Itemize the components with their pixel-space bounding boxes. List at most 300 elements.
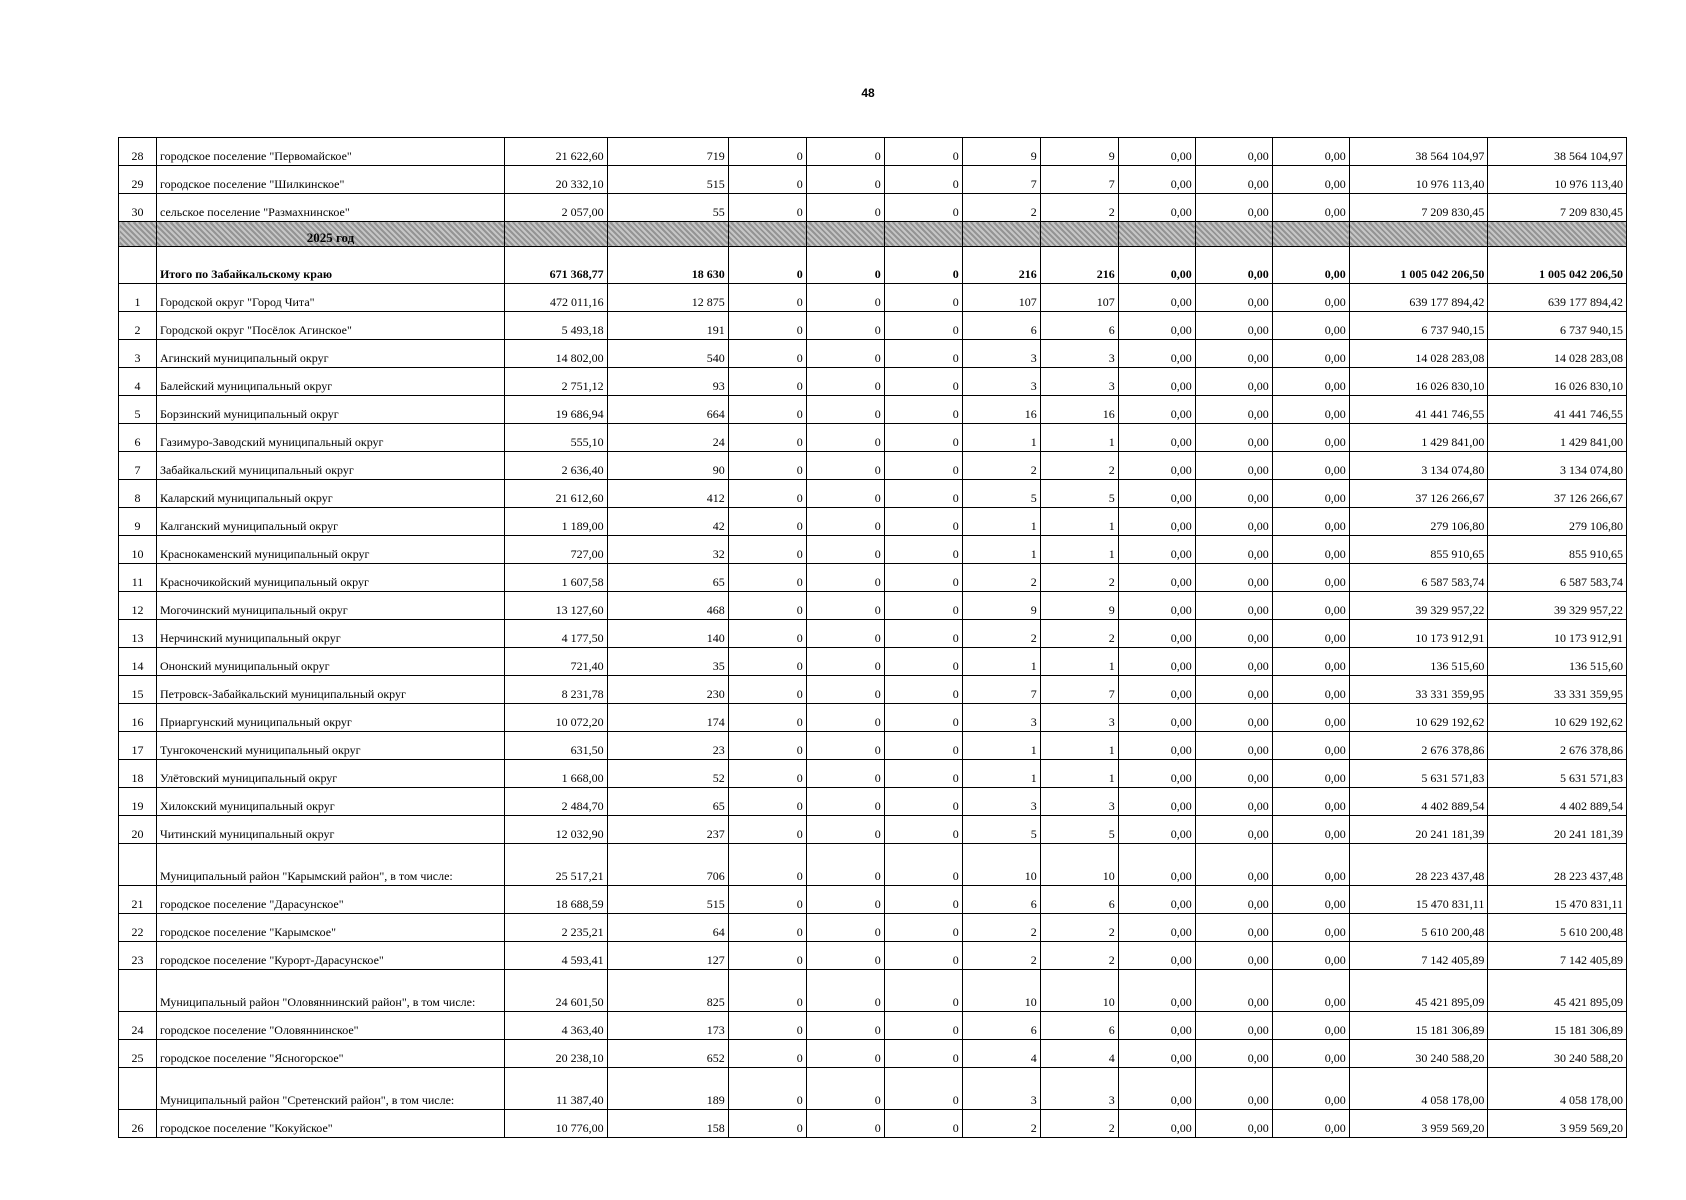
cell-col-5: 0 — [884, 424, 962, 452]
cell-col-6: 2 — [962, 1110, 1040, 1138]
cell-residents: 174 — [607, 704, 728, 732]
cell-col-7: 6 — [1040, 1012, 1118, 1040]
cell-col-7: 2 — [1040, 452, 1118, 480]
cell-col-3: 0 — [728, 194, 806, 222]
cell-cost-total: 7 142 405,89 — [1488, 942, 1627, 970]
cell-row-number: 30 — [119, 194, 157, 222]
cell-cost-total: 5 610 200,48 — [1488, 914, 1627, 942]
table-row — [119, 844, 1627, 886]
cell-col-6: 3 — [962, 704, 1040, 732]
cell-municipality-name: Муниципальный район "Сретенский район", в том числе: — [156, 1068, 504, 1110]
cell-col-10: 0,00 — [1272, 914, 1349, 942]
cell-col-10: 0,00 — [1272, 480, 1349, 508]
cell-municipality-name: Ононский муниципальный округ — [156, 648, 504, 676]
cell-row-number: 20 — [119, 816, 157, 844]
cell-col-7: 7 — [1040, 676, 1118, 704]
cell-row-number — [119, 1068, 157, 1110]
cell-col-10: 0,00 — [1272, 1110, 1349, 1138]
cell-col-3: 0 — [728, 816, 806, 844]
cell-col-9: 0,00 — [1195, 564, 1272, 592]
cell-total-cost: 38 564 104,97 — [1349, 138, 1488, 166]
cell-residents: 515 — [607, 166, 728, 194]
cell-col-6: 1 — [962, 536, 1040, 564]
cell-col-7: 10 — [1040, 970, 1118, 1012]
cell-col-8: 0,00 — [1118, 1012, 1195, 1040]
cell-col-5: 0 — [884, 312, 962, 340]
cell-col-10: 0,00 — [1272, 194, 1349, 222]
cell-col-6: 1 — [962, 508, 1040, 536]
cell-col-5: 0 — [884, 166, 962, 194]
cell-total-cost: 45 421 895,09 — [1349, 970, 1488, 1012]
cell-col-9: 0,00 — [1195, 914, 1272, 942]
cell-col-6: 10 — [962, 970, 1040, 1012]
cell-col-7: 1 — [1040, 648, 1118, 676]
cell-residents: 230 — [607, 676, 728, 704]
cell-area: 25 517,21 — [504, 844, 607, 886]
cell-col-5: 0 — [884, 788, 962, 816]
cell-col-3: 0 — [728, 760, 806, 788]
cell-col-5: 0 — [884, 396, 962, 424]
cell-col-9: 0,00 — [1195, 138, 1272, 166]
cell-col-8: 0,00 — [1118, 788, 1195, 816]
cell-col-6: 6 — [962, 312, 1040, 340]
cell-col-4: 0 — [806, 970, 884, 1012]
cell-col-6: 3 — [962, 340, 1040, 368]
cell-row-number: 5 — [119, 396, 157, 424]
cell-municipality-name: Городской округ "Город Чита" — [156, 284, 504, 312]
cell-col-3: 0 — [728, 452, 806, 480]
cell-row-number — [119, 970, 157, 1012]
cell-col-7: 4 — [1040, 1040, 1118, 1068]
cell-col-8: 0,00 — [1118, 508, 1195, 536]
cell-residents: 191 — [607, 312, 728, 340]
table-row — [119, 676, 1627, 704]
cell-col-10: 0,00 — [1272, 138, 1349, 166]
cell-col-9: 0,00 — [1195, 340, 1272, 368]
cell-area: 472 011,16 — [504, 284, 607, 312]
cell-col-5: 0 — [884, 1068, 962, 1110]
cell-col-10: 0,00 — [1272, 732, 1349, 760]
cell-row-number: 1 — [119, 284, 157, 312]
cell-col-5: 0 — [884, 620, 962, 648]
table-row — [119, 247, 1627, 284]
cell-total-cost: 14 028 283,08 — [1349, 340, 1488, 368]
cell-col-4: 0 — [806, 760, 884, 788]
cell-area: 5 493,18 — [504, 312, 607, 340]
cell-col-8: 0,00 — [1118, 166, 1195, 194]
cell-col-3: 0 — [728, 788, 806, 816]
cell-col-6: 1 — [962, 732, 1040, 760]
cell-total-cost: 30 240 588,20 — [1349, 1040, 1488, 1068]
cell-col-8: 0,00 — [1118, 886, 1195, 914]
cell-residents: 664 — [607, 396, 728, 424]
cell-residents: 706 — [607, 844, 728, 886]
cell-col-3: 0 — [728, 396, 806, 424]
cell-col-3: 0 — [728, 312, 806, 340]
cell-cost-total: 4 058 178,00 — [1488, 1068, 1627, 1110]
cell-col-9: 0,00 — [1195, 942, 1272, 970]
table-row — [119, 704, 1627, 732]
table-row — [119, 396, 1627, 424]
cell-cost-total: 38 564 104,97 — [1488, 138, 1627, 166]
cell-col-10: 0,00 — [1272, 886, 1349, 914]
cell-col-10: 0,00 — [1272, 1068, 1349, 1110]
cell-col-9: 0,00 — [1195, 452, 1272, 480]
cell-col-8: 0,00 — [1118, 1068, 1195, 1110]
cell-col-3: 0 — [728, 138, 806, 166]
cell-residents: 52 — [607, 760, 728, 788]
cell-residents: 237 — [607, 816, 728, 844]
cell-col-6: 1 — [962, 760, 1040, 788]
cell-col-10: 0,00 — [1272, 788, 1349, 816]
cell-residents: 158 — [607, 1110, 728, 1138]
cell-residents: 42 — [607, 508, 728, 536]
cell-col-6: 3 — [962, 788, 1040, 816]
cell-col-3: 0 — [728, 1040, 806, 1068]
cell-area: 10 776,00 — [504, 1110, 607, 1138]
cell-col-8: 0,00 — [1118, 942, 1195, 970]
cell-col-4: 0 — [806, 396, 884, 424]
cell-col-4: 0 — [806, 312, 884, 340]
cell-col-10: 0,00 — [1272, 166, 1349, 194]
cell-total-cost: 6 737 940,15 — [1349, 312, 1488, 340]
cell-area: 19 686,94 — [504, 396, 607, 424]
cell-col-9: 0,00 — [1195, 1040, 1272, 1068]
cell-col-6: 5 — [962, 816, 1040, 844]
cell-col-5: 0 — [884, 732, 962, 760]
cell-col-3: 0 — [728, 676, 806, 704]
cell-col-4: 0 — [806, 138, 884, 166]
cell-residents: 65 — [607, 788, 728, 816]
cell-col-8: 0,00 — [1118, 676, 1195, 704]
cell-municipality-name: Забайкальский муниципальный округ — [156, 452, 504, 480]
cell-col-7: 6 — [1040, 886, 1118, 914]
cell-col-9: 0,00 — [1195, 648, 1272, 676]
cell-col-7: 2 — [1040, 564, 1118, 592]
cell-col-10: 0,00 — [1272, 340, 1349, 368]
cell-total-cost: 10 629 192,62 — [1349, 704, 1488, 732]
cell-cost-total: 37 126 266,67 — [1488, 480, 1627, 508]
cell-row-number: 10 — [119, 536, 157, 564]
cell-total-cost: 5 631 571,83 — [1349, 760, 1488, 788]
cell-row-number: 3 — [119, 340, 157, 368]
cell-col-6: 2 — [962, 914, 1040, 942]
cell-area: 1 189,00 — [504, 508, 607, 536]
cell-cost-total: 33 331 359,95 — [1488, 676, 1627, 704]
cell-col-5: 0 — [884, 1012, 962, 1040]
cell-col-9: 0,00 — [1195, 536, 1272, 564]
cell-cost-total: 10 976 113,40 — [1488, 166, 1627, 194]
cell-row-number: 18 — [119, 760, 157, 788]
cell-area: 18 688,59 — [504, 886, 607, 914]
cell-col-9: 0,00 — [1195, 284, 1272, 312]
cell-area: 12 032,90 — [504, 816, 607, 844]
cell-col-10: 0,00 — [1272, 648, 1349, 676]
cell-total-cost: 2 676 378,86 — [1349, 732, 1488, 760]
cell-municipality-name: городское поселение "Первомайское" — [156, 138, 504, 166]
cell-municipality-name: Хилокский муниципальный округ — [156, 788, 504, 816]
cell-col-9: 0,00 — [1195, 194, 1272, 222]
cell-col-6: 1 — [962, 424, 1040, 452]
cell-total-cost: 136 515,60 — [1349, 648, 1488, 676]
table-row — [119, 1040, 1627, 1068]
cell-cost-total: 41 441 746,55 — [1488, 396, 1627, 424]
cell-col-8: 0,00 — [1118, 138, 1195, 166]
cell-total-cost: 6 587 583,74 — [1349, 564, 1488, 592]
cell-row-number: 11 — [119, 564, 157, 592]
cell-area: 20 238,10 — [504, 1040, 607, 1068]
cell-area: 10 072,20 — [504, 704, 607, 732]
cell-total-cost: 279 106,80 — [1349, 508, 1488, 536]
cell-col-4: 0 — [806, 1040, 884, 1068]
cell-col-10: 0,00 — [1272, 1040, 1349, 1068]
cell-col-3: 0 — [728, 166, 806, 194]
cell-total-cost: 4 058 178,00 — [1349, 1068, 1488, 1110]
cell-residents: 93 — [607, 368, 728, 396]
cell-col-6: 4 — [962, 1040, 1040, 1068]
cell-col-4: 0 — [806, 424, 884, 452]
cell-total-cost: 20 241 181,39 — [1349, 816, 1488, 844]
cell-col-9: 0,00 — [1195, 1012, 1272, 1040]
cell-row-number: 21 — [119, 886, 157, 914]
cell-col-4: 0 — [806, 844, 884, 886]
cell-residents: 652 — [607, 1040, 728, 1068]
cell-cost-total: 14 028 283,08 — [1488, 340, 1627, 368]
cell-total-cost: 41 441 746,55 — [1349, 396, 1488, 424]
cell-col-6: 6 — [962, 886, 1040, 914]
cell-area: 721,40 — [504, 648, 607, 676]
cell-municipality-name: Муниципальный район "Оловяннинский район", в том числе: — [156, 970, 504, 1012]
cell-col-3: 0 — [728, 424, 806, 452]
cell-col-4: 0 — [806, 340, 884, 368]
cell-cost-total: 1 429 841,00 — [1488, 424, 1627, 452]
cell-col-3: 0 — [728, 970, 806, 1012]
cell-col-3: 0 — [728, 508, 806, 536]
cell-cost-total: 15 181 306,89 — [1488, 1012, 1627, 1040]
cell-col-9: 0,00 — [1195, 247, 1272, 284]
cell-col-9: 0,00 — [1195, 886, 1272, 914]
cell-cost-total: 279 106,80 — [1488, 508, 1627, 536]
cell-col-9: 0,00 — [1195, 312, 1272, 340]
cell-col-7: 1 — [1040, 424, 1118, 452]
cell-cost-total: 1 005 042 206,50 — [1488, 247, 1627, 284]
cell-col-9: 0,00 — [1195, 1068, 1272, 1110]
cell-col-4: 0 — [806, 284, 884, 312]
cell-col-10: 0,00 — [1272, 816, 1349, 844]
cell-municipality-name: городское поселение "Курорт-Дарасунское" — [156, 942, 504, 970]
cell-col-4: 0 — [806, 886, 884, 914]
cell-col-3: 0 — [728, 536, 806, 564]
cell-area: 4 363,40 — [504, 1012, 607, 1040]
cell-cost-total: 16 026 830,10 — [1488, 368, 1627, 396]
cell-col-6: 2 — [962, 620, 1040, 648]
cell-col-9: 0,00 — [1195, 816, 1272, 844]
cell-col-6: 6 — [962, 1012, 1040, 1040]
cell-col-6: 107 — [962, 284, 1040, 312]
cell-residents: 12 875 — [607, 284, 728, 312]
cell-cost-total: 639 177 894,42 — [1488, 284, 1627, 312]
year-label: 2025 год — [156, 222, 504, 247]
table-row — [119, 284, 1627, 312]
cell-col-4: 0 — [806, 368, 884, 396]
table-row — [119, 564, 1627, 592]
cell-cost-total: 20 241 181,39 — [1488, 816, 1627, 844]
cell-col-4: 0 — [806, 536, 884, 564]
cell-col-9: 0,00 — [1195, 1110, 1272, 1138]
table-row — [119, 312, 1627, 340]
cell-col-3: 0 — [728, 284, 806, 312]
cell-col-3: 0 — [728, 564, 806, 592]
cell-col-4: 0 — [806, 194, 884, 222]
table-body-main — [119, 284, 1627, 1138]
cell-residents: 64 — [607, 914, 728, 942]
cell-col-3: 0 — [728, 247, 806, 284]
cell-total-cost: 10 976 113,40 — [1349, 166, 1488, 194]
cell-cost-total: 10 173 912,91 — [1488, 620, 1627, 648]
cell-cost-total: 28 223 437,48 — [1488, 844, 1627, 886]
cell-col-4: 0 — [806, 247, 884, 284]
cell-col-5: 0 — [884, 194, 962, 222]
cell-municipality-name: Каларский муниципальный округ — [156, 480, 504, 508]
cell-row-number: 12 — [119, 592, 157, 620]
cell-col-6: 216 — [962, 247, 1040, 284]
cell-col-7: 3 — [1040, 788, 1118, 816]
cell-col-7: 3 — [1040, 704, 1118, 732]
cell-col-8: 0,00 — [1118, 970, 1195, 1012]
cell-col-7: 1 — [1040, 536, 1118, 564]
cell-col-10: 0,00 — [1272, 942, 1349, 970]
cell-area: 2 751,12 — [504, 368, 607, 396]
cell-residents: 55 — [607, 194, 728, 222]
table-row — [119, 480, 1627, 508]
table-body-top — [119, 138, 1627, 222]
cell-row-number: 9 — [119, 508, 157, 536]
cell-row-number — [119, 247, 157, 284]
cell-municipality-name: Тунгокоченский муниципальный округ — [156, 732, 504, 760]
cell-col-3: 0 — [728, 620, 806, 648]
cell-col-10: 0,00 — [1272, 396, 1349, 424]
cell-municipality-name: Краснокаменский муниципальный округ — [156, 536, 504, 564]
cell-col-8: 0,00 — [1118, 396, 1195, 424]
cell-col-5: 0 — [884, 247, 962, 284]
cell-total-cost: 4 402 889,54 — [1349, 788, 1488, 816]
cell-col-10: 0,00 — [1272, 1012, 1349, 1040]
cell-col-4: 0 — [806, 620, 884, 648]
cell-col-5: 0 — [884, 592, 962, 620]
cell-residents: 189 — [607, 1068, 728, 1110]
cell-total-cost: 1 429 841,00 — [1349, 424, 1488, 452]
page-number: 48 — [861, 86, 875, 100]
cell-col-9: 0,00 — [1195, 592, 1272, 620]
cell-row-number: 13 — [119, 620, 157, 648]
table-row — [119, 592, 1627, 620]
cell-col-7: 107 — [1040, 284, 1118, 312]
cell-col-9: 0,00 — [1195, 676, 1272, 704]
cell-municipality-name: Красночикойский муниципальный округ — [156, 564, 504, 592]
cell-residents: 412 — [607, 480, 728, 508]
cell-total-cost: 10 173 912,91 — [1349, 620, 1488, 648]
table-row — [119, 914, 1627, 942]
cell-row-number: 22 — [119, 914, 157, 942]
cell-col-9: 0,00 — [1195, 396, 1272, 424]
cell-total-cost: 15 470 831,11 — [1349, 886, 1488, 914]
cell-col-9: 0,00 — [1195, 732, 1272, 760]
cell-col-10: 0,00 — [1272, 704, 1349, 732]
cell-col-8: 0,00 — [1118, 760, 1195, 788]
cell-row-number: 4 — [119, 368, 157, 396]
cell-total-cost: 855 910,65 — [1349, 536, 1488, 564]
cell-residents: 24 — [607, 424, 728, 452]
cell-municipality-name: сельское поселение "Размахнинское" — [156, 194, 504, 222]
cell-municipality-name: Приаргунский муниципальный округ — [156, 704, 504, 732]
cell-col-6: 9 — [962, 138, 1040, 166]
cell-municipality-name: городское поселение "Кокуйское" — [156, 1110, 504, 1138]
cell-col-4: 0 — [806, 676, 884, 704]
cell-col-8: 0,00 — [1118, 536, 1195, 564]
cell-residents: 90 — [607, 452, 728, 480]
cell-municipality-name: Читинский муниципальный округ — [156, 816, 504, 844]
cell-row-number: 25 — [119, 1040, 157, 1068]
cell-col-9: 0,00 — [1195, 368, 1272, 396]
cell-col-10: 0,00 — [1272, 368, 1349, 396]
cell-col-4: 0 — [806, 704, 884, 732]
cell-residents: 540 — [607, 340, 728, 368]
cell-residents: 719 — [607, 138, 728, 166]
table-row — [119, 1068, 1627, 1110]
cell-col-6: 7 — [962, 676, 1040, 704]
cell-cost-total: 5 631 571,83 — [1488, 760, 1627, 788]
cell-col-10: 0,00 — [1272, 592, 1349, 620]
cell-row-number: 7 — [119, 452, 157, 480]
cell-col-3: 0 — [728, 592, 806, 620]
cell-col-8: 0,00 — [1118, 648, 1195, 676]
cell-col-7: 3 — [1040, 340, 1118, 368]
cell-row-number: 19 — [119, 788, 157, 816]
cell-col-10: 0,00 — [1272, 452, 1349, 480]
cell-total-cost: 15 181 306,89 — [1349, 1012, 1488, 1040]
cell-col-4: 0 — [806, 816, 884, 844]
cell-col-7: 9 — [1040, 138, 1118, 166]
cell-residents: 35 — [607, 648, 728, 676]
cell-col-8: 0,00 — [1118, 480, 1195, 508]
cell-col-3: 0 — [728, 914, 806, 942]
cell-col-7: 2 — [1040, 914, 1118, 942]
cell-col-10: 0,00 — [1272, 564, 1349, 592]
cell-col-8: 0,00 — [1118, 816, 1195, 844]
cell-col-6: 2 — [962, 564, 1040, 592]
cell-residents: 18 630 — [607, 247, 728, 284]
cell-col-8: 0,00 — [1118, 368, 1195, 396]
cell-col-4: 0 — [806, 1068, 884, 1110]
cell-col-7: 16 — [1040, 396, 1118, 424]
cell-col-3: 0 — [728, 368, 806, 396]
cell-residents: 127 — [607, 942, 728, 970]
cell-total-cost: 7 142 405,89 — [1349, 942, 1488, 970]
cell-col-9: 0,00 — [1195, 166, 1272, 194]
cell-municipality-name: Могочинский муниципальный округ — [156, 592, 504, 620]
cell-col-4: 0 — [806, 732, 884, 760]
table-row — [119, 1110, 1627, 1138]
cell-row-number: 16 — [119, 704, 157, 732]
cell-cost-total: 15 470 831,11 — [1488, 886, 1627, 914]
cell-col-6: 2 — [962, 452, 1040, 480]
cell-cost-total: 6 587 583,74 — [1488, 564, 1627, 592]
cell-area: 1 607,58 — [504, 564, 607, 592]
cell-col-9: 0,00 — [1195, 844, 1272, 886]
cell-area: 2 636,40 — [504, 452, 607, 480]
cell-col-10: 0,00 — [1272, 247, 1349, 284]
table-row — [119, 886, 1627, 914]
